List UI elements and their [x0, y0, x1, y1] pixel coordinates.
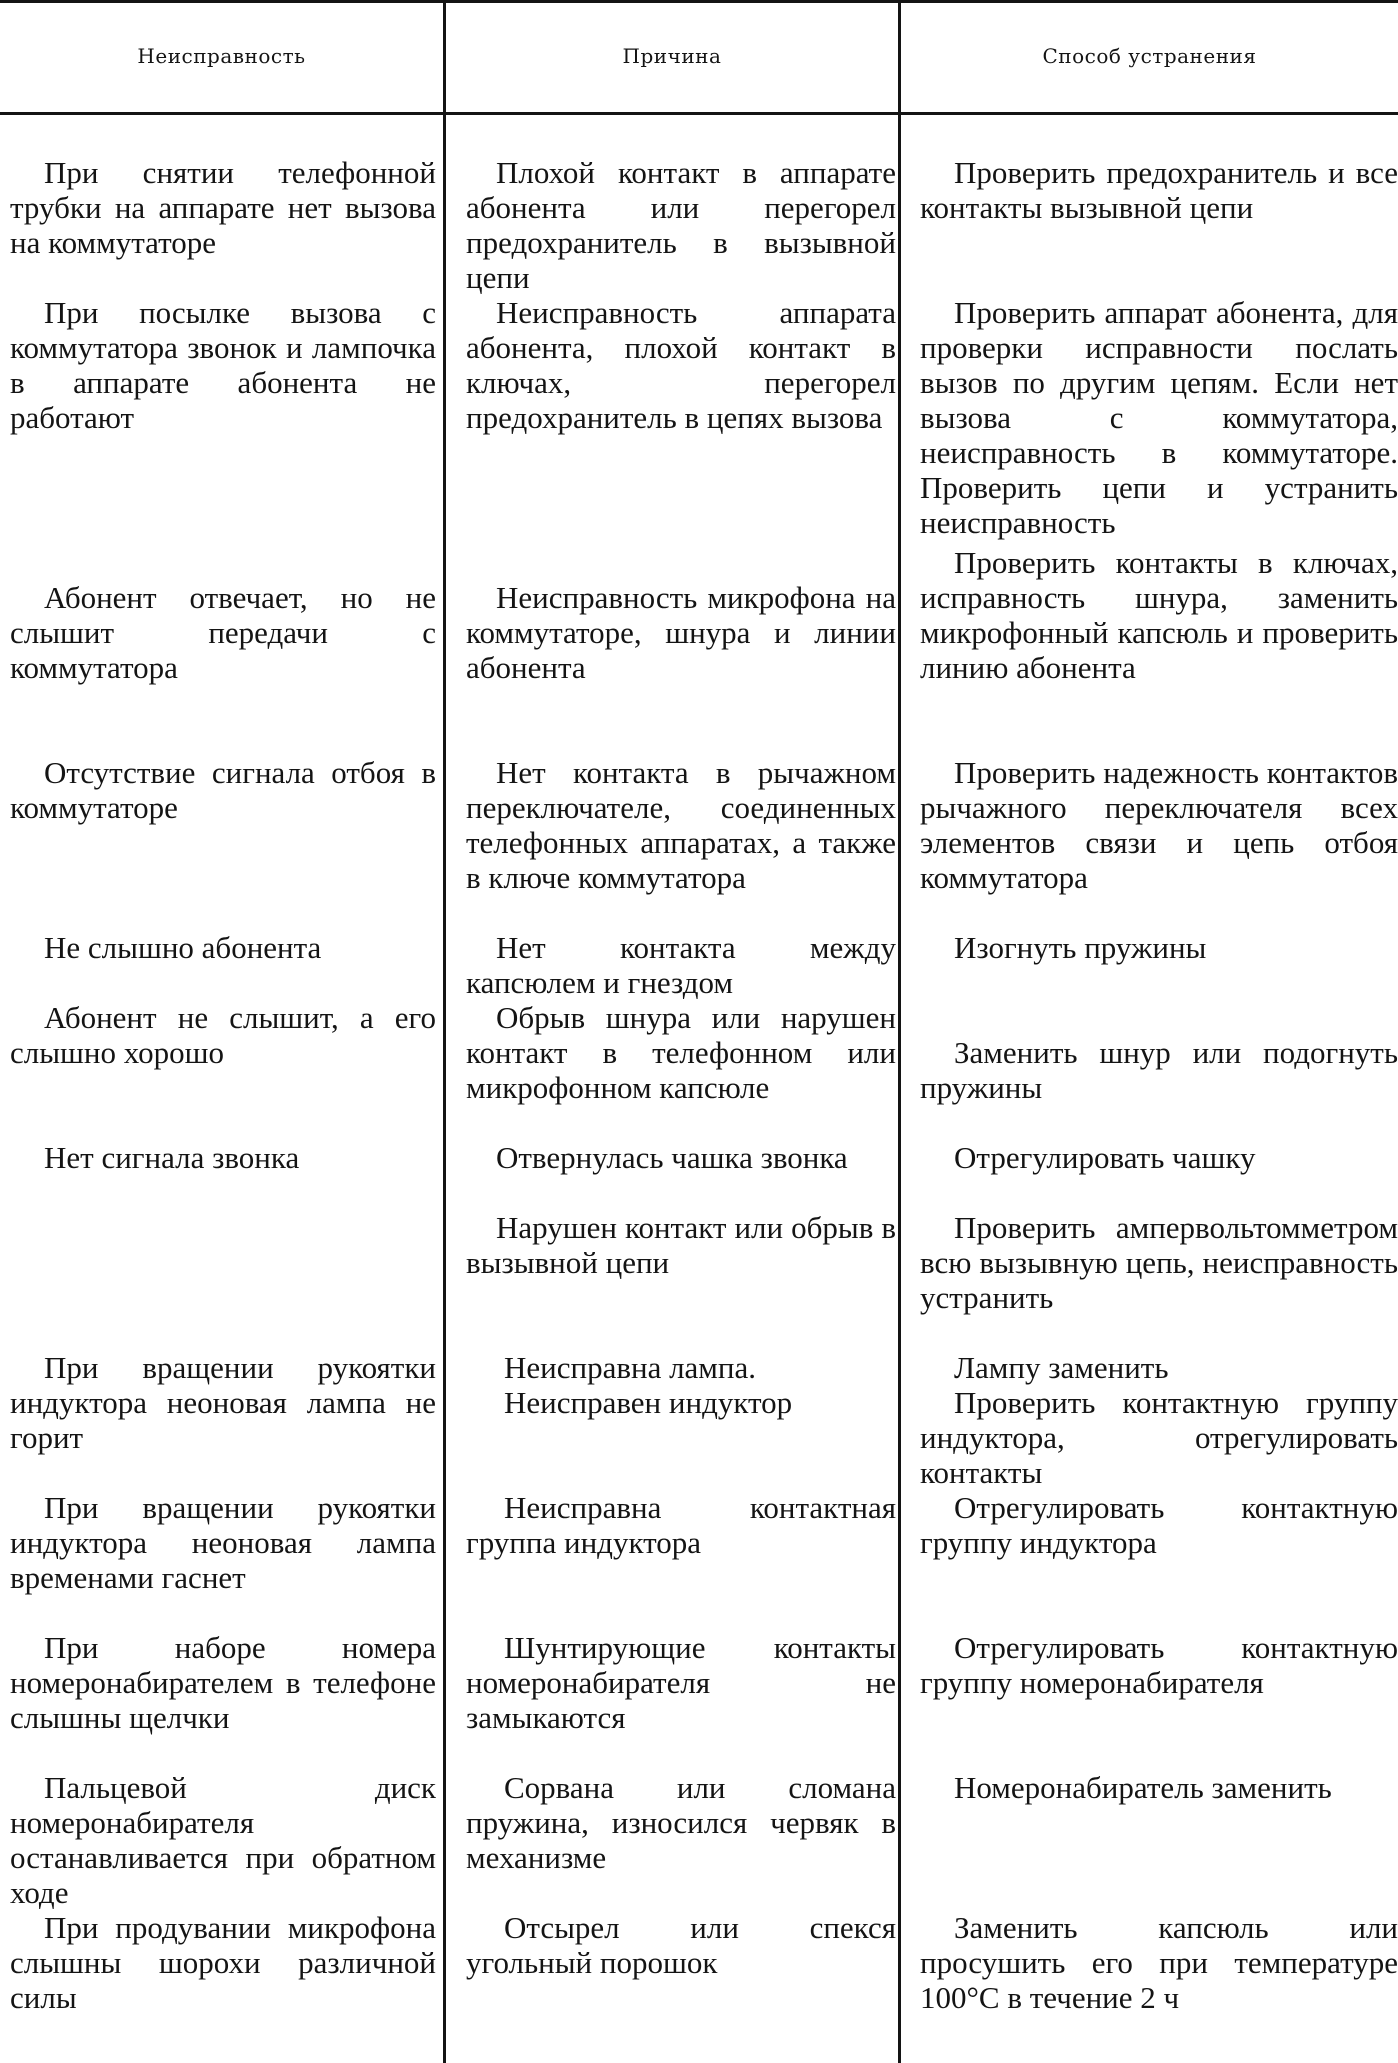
fault-cell: Абонент не слышит, а его слышно хорошо — [10, 1000, 436, 1070]
remedy-cell: Проверить надежность контактов рычажного переключателя всех элементов связи и цепь отбоя коммутатора — [920, 755, 1398, 895]
fault-cell: Отсутствие сигнала отбоя в коммутаторе — [10, 755, 436, 825]
cause-cell: Неисправна контактная группа индуктора — [466, 1490, 896, 1560]
remedy-cell: Проверить ампервольтомметром всю вызывную цепь, неисправность устранить — [920, 1210, 1398, 1315]
column-divider-2 — [898, 0, 901, 2063]
cause-cell: Нет контакта между капсюлем и гнездом — [466, 930, 896, 1000]
cause-cell: Нет контакта в рычажном переключателе, соединенных телефонных аппаратах, а также в ключе коммутатора — [466, 755, 896, 895]
fault-cell: При вращении рукоятки индуктора неоновая лампа не горит — [10, 1350, 436, 1455]
remedy-cell: Номеронабиратель заменить — [954, 1770, 1332, 1805]
cause-cell: Неисправен индуктор — [504, 1385, 793, 1420]
remedy-cell: Заменить капсюль или просушить его при температуре 100°С в течение 2 ч — [920, 1910, 1398, 2015]
fault-cell: Нет сигнала звонка — [44, 1140, 300, 1175]
remedy-cell: Проверить контактную группу индуктора, отрегулировать контакты — [920, 1385, 1398, 1490]
remedy-cell: Отрегулировать чашку — [954, 1140, 1256, 1175]
fault-cell: При вращении рукоятки индуктора неоновая лампа временами гаснет — [10, 1490, 436, 1595]
cause-cell: Плохой контакт в аппарате абонента или перегорел предохранитель в вызывной цепи — [466, 155, 896, 295]
cause-cell: Сорвана или сломана пружина, износился червяк в механизме — [466, 1770, 896, 1875]
header-bottom-rule — [0, 112, 1398, 115]
header-fault: Неисправность — [137, 44, 306, 68]
cause-cell: Шунтирующие контакты номеронабирателя не замыкаются — [466, 1630, 896, 1735]
fault-cell: Не слышно абонента — [44, 930, 322, 965]
cause-cell: Нарушен контакт или обрыв в вызывной цепи — [466, 1210, 896, 1280]
remedy-cell: Изогнуть пружины — [954, 930, 1207, 965]
cause-cell: Неисправна лампа. — [504, 1350, 757, 1385]
remedy-cell: Отрегулировать контактную группу номеронабирателя — [920, 1630, 1398, 1700]
fault-cell: При продувании микрофона слышны шорохи различной силы — [10, 1910, 436, 2015]
table-top-rule — [0, 0, 1398, 3]
fault-cell: Пальцевой диск номеронабирателя останавливается при обратном ходе — [10, 1770, 436, 1910]
remedy-cell: Заменить шнур или подогнуть пружины — [920, 1035, 1398, 1105]
cause-cell: Неисправность микрофона на коммутаторе, шнура и линии абонента — [466, 580, 896, 685]
fault-cell: Абонент отвечает, но не слышит передачи с коммутатора — [10, 580, 436, 685]
fault-cell: При посылке вызова с коммутатора звонок и лампочка в аппарате абонента не работают — [10, 295, 436, 435]
remedy-cell: Проверить аппарат абонента, для проверки исправности послать вызов по другим цепям. Если нет вызова с коммутатора, неисправность в коммутаторе. Проверить цепи и устранить неисправность — [920, 295, 1398, 540]
fault-cell: При наборе номера номеронабирателем в телефоне слышны щелчки — [10, 1630, 436, 1735]
header-remedy: Способ устранения — [1042, 44, 1257, 68]
remedy-cell: Отрегулировать контактную группу индуктора — [920, 1490, 1398, 1560]
fault-cell: При снятии телефонной трубки на аппарате нет вызова на коммутаторе — [10, 155, 436, 260]
cause-cell: Отсырел или спекся угольный порошок — [466, 1910, 896, 1980]
header-cause: Причина — [622, 44, 722, 68]
cause-cell: Неисправность аппарата абонента, плохой контакт в ключах, перегорел предохранитель в цепях вызова — [466, 295, 896, 435]
remedy-cell: Проверить контакты в ключах, исправность шнура, заменить микрофонный капсюль и проверить линию абонента — [920, 545, 1398, 685]
cause-cell: Отвернулась чашка звонка — [496, 1140, 848, 1175]
column-divider-1 — [443, 0, 446, 2063]
remedy-cell: Лампу заменить — [954, 1350, 1169, 1385]
cause-cell: Обрыв шнура или нарушен контакт в телефонном или микрофонном капсюле — [466, 1000, 896, 1105]
remedy-cell: Проверить предохранитель и все контакты вызывной цепи — [920, 155, 1398, 225]
